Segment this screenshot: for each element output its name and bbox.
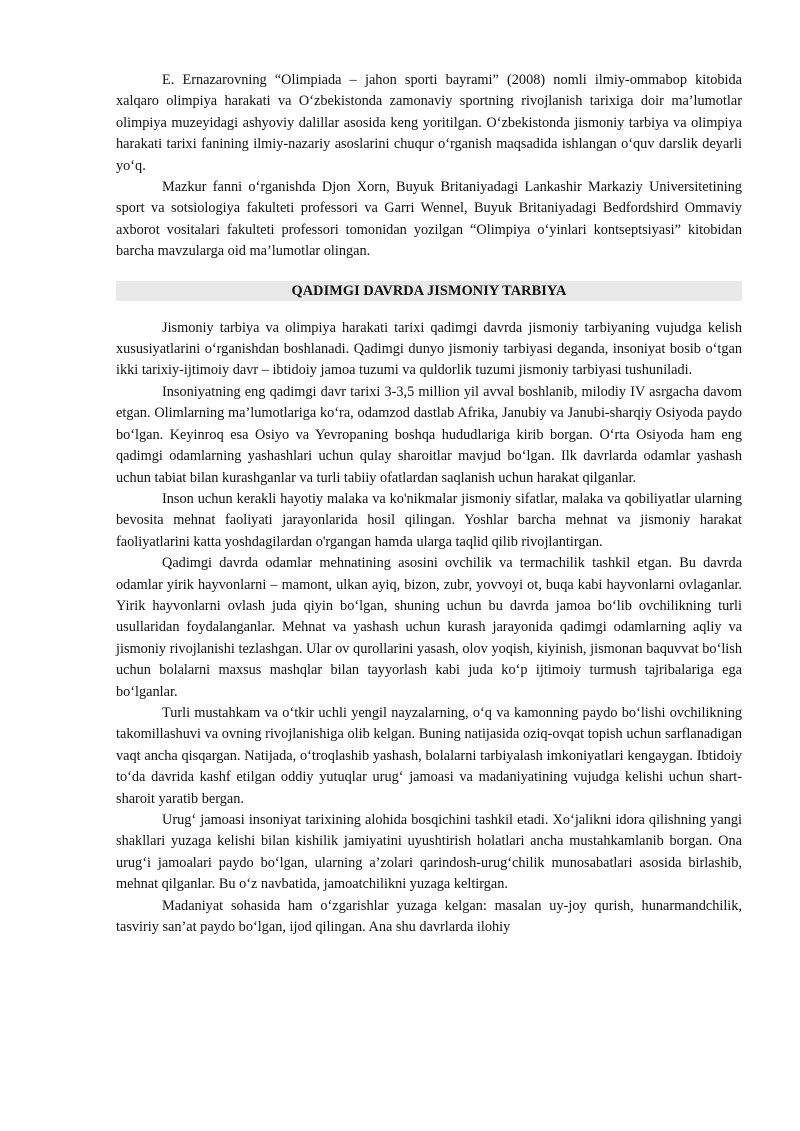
body-paragraph-7: Madaniyat sohasida ham o‘zgarishlar yuzaga kelgan: masalan uy-joy qurish, hunarmandchilik, tasviriy san’at paydo bo‘lgan, ijod qilingan. Ana shu davrlarda ilohiy [116,897,742,936]
body-paragraph-6: Urug‘ jamoasi insoniyat tarixining alohida bosqichini tashkil etadi. Xo‘jalikni idora qilishning yangi shakllari yuzaga kelishi bilan kishilik jamiyatini uyushtirish holatlari ancha mustahkamlanib borgan. Ona urug‘i jamoalari paydo bo‘lgan, ularning a’zolari qarindosh-urug‘chilik munosabatlari asosida birlashib, mehnat qilganlar. Bu o‘z navbatida, jamoatchilikni yuzaga keltirgan. [116,812,742,893]
body-paragraph-1: Jismoniy tarbiya va olimpiya harakati tarixi qadimgi davrda jismoniy tarbiyaning vujudga kelish xususiyatlarini o‘rganishdan boshlanadi. Qadimgi dunyo jismoniy tarbiyasi deganda, insoniyat bosib o‘tgan ikki tarixiy-ijtimoiy davr – ibtidoiy jamoa tuzumi va quldorlik tuzumi jismoniy tarbiyasi tushuniladi. [116,319,742,379]
section-heading-bar [116,281,742,301]
document-page [116,70,742,938]
body-paragraph-5: Turli mustahkam va o‘tkir uchli yengil nayzalarning, o‘q va kamonning paydo bo‘lishi ovchilikning takomillashuvi va ovning rivojlanishiga olib kelgan. Buning natijasida oziq-ovqat topish uchun sarflanadigan vaqt ancha qisqargan. Natijada, o‘troqlashib yashash, bolalarni tarbiyalash imkoniyatlari kengaygan. Ibtidoiy to‘da davrida kashf etilgan oddiy yutuqlar urug‘ jamoasi va madaniyatining vujudga kelishi uchun shart-sharoit yaratib bergan. [116,704,742,807]
intro-paragraph-1: E. Ernazarovning “Olimpiada – jahon sporti bayrami” (2008) nomli ilmiy-ommabop kitobida xalqaro olimpiya harakati va O‘zbekistonda zamonaviy sportning rivojlanish tarixiga doir ma’lumotlar olimpiya muzeyidagi ashyoviy dalillar asosida keng yoritilgan. O‘zbekistonda jismoniy tarbiya va olimpiya harakati tarixi fanining ilmiy-nazariy asoslarini chuqur o‘rganish maqsadida ishlangan o‘quv darslik deyarli yo‘q. [116,72,742,174]
intro-paragraph-2: Mazkur fanni o‘rganishda Djon Xorn, Buyuk Britaniyadagi Lankashir Markaziy Universitetining sport va sotsiologiya fakulteti professori va Garri Wennel, Buyuk Britaniyadagi Bedfordshird Ommaviy axborot vositalari fakulteti professori tomonidan yozilgan “Olimpiya o‘yinlari kontseptsiyasi” kitobidan barcha mavzularga oid ma’lumotlar olingan. [116,179,742,260]
body-paragraph-4: Qadimgi davrda odamlar mehnatining asosini ovchilik va termachilik tashkil etgan. Bu davrda odamlar yirik hayvonlarni – mamont, ulkan ayiq, bizon, zubr, yovvoyi ot, buqa kabi hayvonlarni ovlaganlar. Yirik hayvonlarni ovlash juda qiyin bo‘lgan, shuning uchun bu davrda jamoa bo‘lib ovchilikning turli usullaridan foydalanganlar. Mehnat va yashash uchun kurash jarayonida qadimgi odamlarning aqliy va jismoniy rivojlanishi tezlashgan. Ular ov qurollarini yasash, olov yoqish, kiyinish, jismonan baquvvat bo‘lish uchun bolalarni maxsus mashqlar bilan tayyorlash kabi juda ko‘p ijtimoiy turmush tajribalariga ega bo‘lganlar. [116,555,742,700]
body-paragraph-2: Insoniyatning eng qadimgi davr tarixi 3-3,5 million yil avval boshlanib, milodiy IV asrgacha davom etgan. Olimlarning ma’lumotlariga ko‘ra, odamzod dastlab Afrika, Janubiy va Janubi-sharqiy Osiyoda paydo bo‘lgan. Keyinroq esa Osiyo va Yevropaning boshqa hududlariga kirib borgan. O‘rta Osiyoda ham eng qadimgi odamlarning yashashlari uchun qulay sharoitlar mavjud bo‘lgan. Ilk davrlarda odamlar yashash uchun tabiat bilan kurashganlar va turli tabiiy ofatlardan saqlanish uchun harakat qilganlar. [116,383,742,486]
body-paragraph-3: Inson uchun kerakli hayotiy malaka va ko'nikmalar jismoniy sifatlar, malaka va qobiliyatlar ularning bevosita mehnat faoliyati jarayonlarida hosil qilingan. Yoshlar barcha mehnat va jismoniy harakat faoliyatlarini katta yoshdagilardan o'rgangan hamda ularga taqlid qilib rivojlantirgan. [116,490,742,550]
section-heading: QADIMGI DAVRDA JISMONIY TARBIYA [291,282,567,299]
